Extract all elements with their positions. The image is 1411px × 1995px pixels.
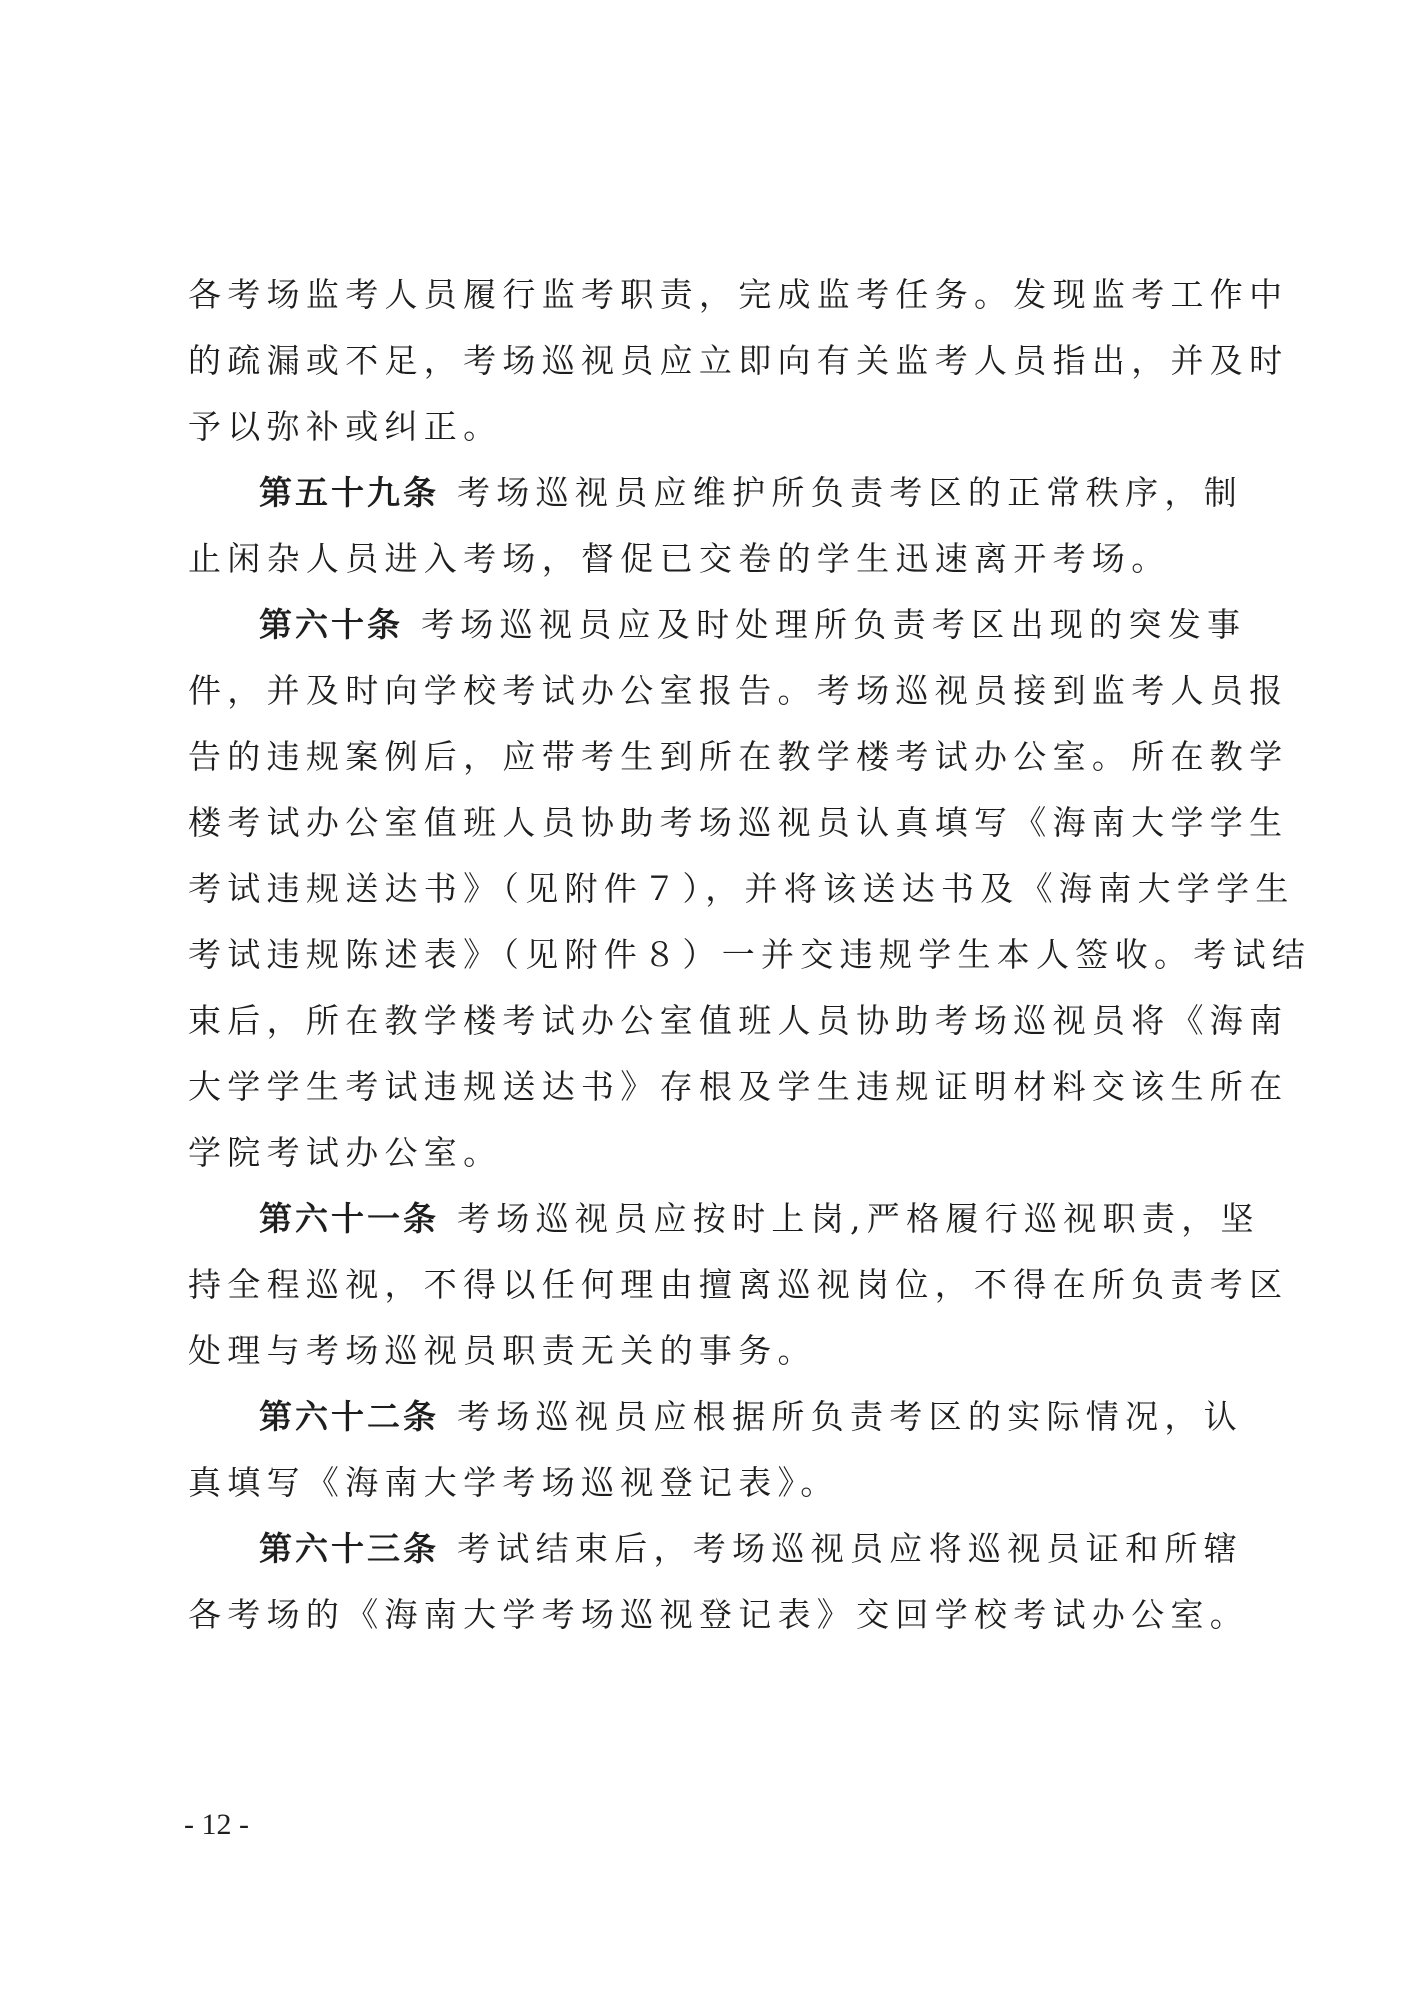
- article-62: [188, 1384, 1243, 1516]
- text-line: 考试违规陈述表》（见附件８）一并交违规学生本人签收。考试结: [188, 935, 1312, 974]
- text-line: 楼考试办公室值班人员协助考场巡视员认真填写《海南大学学生: [188, 803, 1289, 842]
- article-number: 第六十三条: [259, 1529, 439, 1568]
- text-line: 大学学生考试违规送达书》存根及学生违规证明材料交该生所在: [188, 1067, 1289, 1106]
- text-line: 真填写《海南大学考场巡视登记表》。: [188, 1463, 840, 1502]
- article-first-line: [259, 1384, 1243, 1450]
- article-text: 考场巡视员应及时处理所负责考区出现的突发事: [421, 605, 1247, 644]
- article-number: 第六十条: [259, 605, 403, 644]
- text-line: 考试违规送达书》（见附件７），并将该送达书及《海南大学学生: [188, 869, 1295, 908]
- article-first-line: [259, 1516, 1243, 1582]
- article-60: [188, 592, 1312, 1186]
- article-first-line: [259, 592, 1247, 658]
- text-line: 持全程巡视，不得以任何理由擅离巡视岗位，不得在所负责考区: [188, 1265, 1289, 1304]
- paragraph-continuation: [188, 262, 1289, 460]
- text-line: 件，并及时向学校考试办公室报告。考场巡视员接到监考人员报: [188, 671, 1289, 710]
- article-text: 考场巡视员应按时上岗,严格履行巡视职责，坚: [457, 1199, 1260, 1238]
- article-text: 考试结束后，考场巡视员应将巡视员证和所辖: [457, 1529, 1243, 1568]
- text-line: 各考场监考人员履行监考职责，完成监考任务。发现监考工作中: [188, 275, 1289, 314]
- text-line: 学院考试办公室。: [188, 1133, 503, 1172]
- text-line: 止闲杂人员进入考场，督促已交卷的学生迅速离开考场。: [188, 539, 1171, 578]
- article-number: 第五十九条: [259, 473, 439, 512]
- article-text: 考场巡视员应维护所负责考区的正常秩序，制: [457, 473, 1243, 512]
- article-63: [188, 1516, 1250, 1648]
- page-number: - 12 -: [184, 1808, 249, 1841]
- document-body: [188, 262, 1312, 1648]
- text-line: 告的违规案例后，应带考生到所在教学楼考试办公室。所在教学: [188, 737, 1289, 776]
- text-line: 束后，所在教学楼考试办公室值班人员协助考场巡视员将《海南: [188, 1001, 1289, 1040]
- article-first-line: [259, 460, 1243, 526]
- text-line: 的疏漏或不足，考场巡视员应立即向有关监考人员指出，并及时: [188, 341, 1289, 380]
- article-61: [188, 1186, 1289, 1384]
- article-number: 第六十二条: [259, 1397, 439, 1436]
- text-line: 予以弥补或纠正。: [188, 407, 503, 446]
- article-59: [188, 460, 1243, 592]
- text-line: 各考场的《海南大学考场巡视登记表》交回学校考试办公室。: [188, 1595, 1250, 1634]
- article-number: 第六十一条: [259, 1199, 439, 1238]
- article-first-line: [259, 1186, 1260, 1252]
- article-text: 考场巡视员应根据所负责考区的实际情况，认: [457, 1397, 1243, 1436]
- text-line: 处理与考场巡视员职责无关的事务。: [188, 1331, 817, 1370]
